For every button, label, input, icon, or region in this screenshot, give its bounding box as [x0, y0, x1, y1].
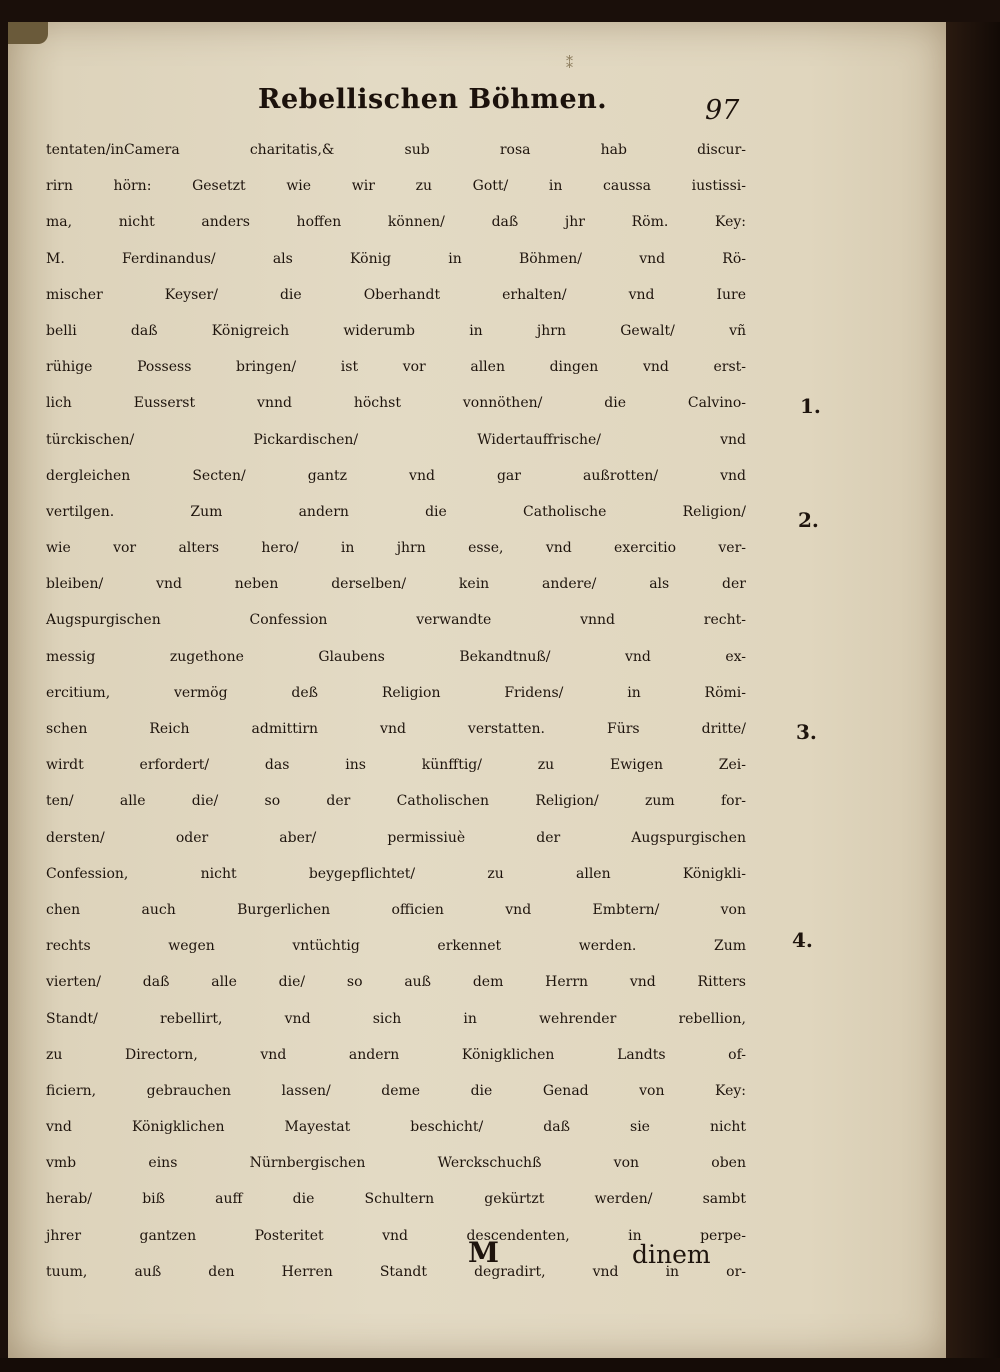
text-line: ma, nicht anders hoffen können/ daß jhr Röm. Key:: [46, 214, 746, 231]
text-line: bleiben/ vnd neben derselben/ kein andere/ als der: [46, 576, 746, 593]
text-line: Standt/ rebellirt, vnd sich in wehrender rebellion,: [46, 1010, 746, 1027]
text-line: mischer Keyser/ die Oberhandt erhalten/ vnd Iure: [46, 286, 746, 303]
text-line: belli daß Königreich widerumb in jhrn Gewalt/ vñ: [46, 322, 746, 339]
text-line: wirdt erfordert/ das ins künfftig/ zu Ewigen Zei-: [46, 757, 746, 774]
text-line: vmb eins Nürnbergischen Werckschuchß von oben: [46, 1155, 746, 1172]
margin-note-3: 3.: [796, 720, 817, 744]
text-line: dersten/ oder aber/ permissiuè der Augspurgischen: [46, 829, 746, 846]
text-line: zu Directorn, vnd andern Königklichen Landts of-: [46, 1046, 746, 1063]
text-line: ficiern, gebrauchen lassen/ deme die Genad von Key:: [46, 1082, 746, 1099]
text-line: messig zugethone Glaubens Bekandtnuß/ vnd ex-: [46, 648, 746, 665]
signature-mark: M: [468, 1236, 499, 1269]
text-line: lich Eusserst vnnd höchst vonnöthen/ die Calvino-: [46, 395, 746, 412]
text-line: rechts wegen vntüchtig erkennet werden. Zum: [46, 938, 746, 955]
text-line: herab/ biß auff die Schultern gekürtzt werden/ sambt: [46, 1191, 746, 1208]
margin-note-4: 4.: [792, 928, 813, 952]
text-line: ten/ alle die/ so der Catholischen Religion/ zum for-: [46, 793, 746, 810]
printer-mark: ⁑: [566, 56, 573, 72]
text-line: M. Ferdinandus/ als König in Böhmen/ vnd Rö-: [46, 250, 746, 267]
text-line: rühige Possess bringen/ ist vor allen dingen vnd erst-: [46, 359, 746, 376]
running-head: Rebellischen Böhmen.: [258, 84, 608, 115]
text-line: vnd Königklichen Mayestat beschicht/ daß sie nicht: [46, 1119, 746, 1136]
text-line: tentaten/inCamera charitatis,& sub rosa hab discur-: [46, 142, 746, 158]
margin-note-2: 2.: [798, 508, 819, 532]
page-number: 97: [705, 95, 740, 126]
text-line: rirn hörn: Gesetzt wie wir zu Gott/ in caussa iustissi-: [46, 178, 746, 195]
text-line: vertilgen. Zum andern die Catholische Religion/: [46, 503, 746, 520]
margin-note-1: 1.: [800, 394, 821, 418]
text-line: Confession, nicht beygepflichtet/ zu allen Königkli-: [46, 865, 746, 882]
body-text: [46, 132, 746, 1290]
book-edge-bottom: [0, 1358, 1000, 1372]
text-line: ercitium, vermög deß Religion Fridens/ in Römi-: [46, 684, 746, 701]
text-line: türckischen/ Pickardischen/ Widertauffrische/ vnd: [46, 431, 746, 448]
page-corner-tab: [8, 22, 48, 44]
catchword: dinem: [632, 1240, 711, 1269]
book-edge-right: [946, 22, 1000, 1372]
text-line: tuum, auß den Herren Standt degradirt, vnd in or-: [46, 1263, 746, 1280]
text-line: jhrer gantzen Posteritet vnd descendenten, in perpe-: [46, 1227, 746, 1244]
text-line: schen Reich admittirn vnd verstatten. Fürs dritte/: [46, 721, 746, 737]
text-line: Augspurgischen Confession verwandte vnnd recht-: [46, 612, 746, 629]
text-line: dergleichen Secten/ gantz vnd gar außrotten/ vnd: [46, 467, 746, 484]
text-line: chen auch Burgerlichen officien vnd Embtern/ von: [46, 901, 746, 918]
text-line: vierten/ daß alle die/ so auß dem Herrn vnd Ritters: [46, 974, 746, 991]
text-line: wie vor alters hero/ in jhrn esse, vnd exercitio ver-: [46, 540, 746, 557]
